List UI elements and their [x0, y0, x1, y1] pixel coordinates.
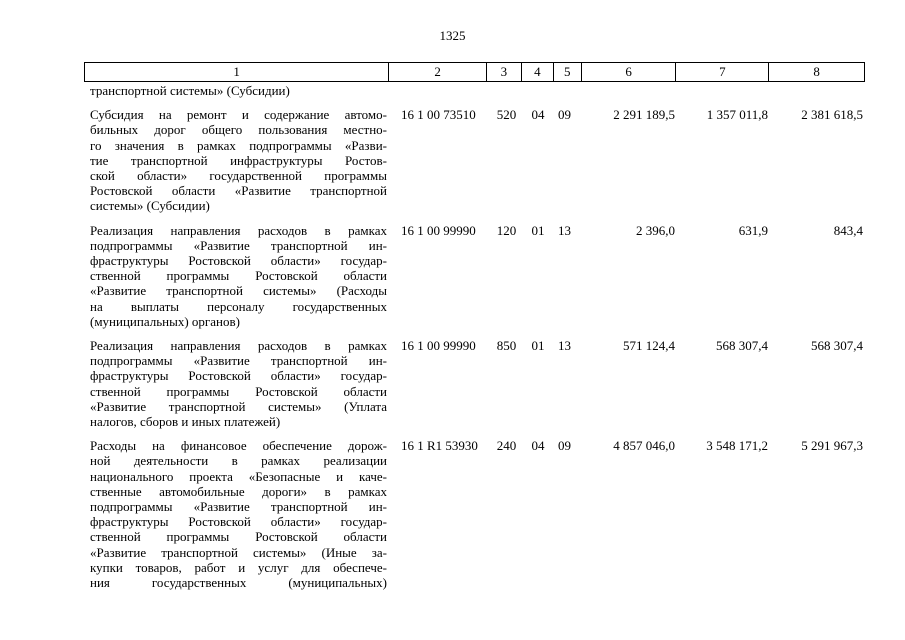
description-line: ской области» государственной программы	[90, 168, 387, 184]
row-description	[84, 438, 389, 590]
description-line: ния государственных (муниципальных)	[90, 575, 387, 591]
description-line: подпрограммы «Развитие транспортной ин-	[90, 237, 387, 253]
row-amount-2019: 2 291 189,5	[613, 107, 675, 123]
row-amount-2020: 1 357 011,8	[706, 107, 768, 123]
row-amount-2019: 2 396,0	[636, 222, 675, 238]
header-col-5: 5	[554, 63, 582, 81]
description-line: национального проекта «Безопасные и каче-	[90, 468, 387, 484]
row-amount-2019: 4 857 046,0	[613, 438, 675, 454]
description-line: транспортной системы» (Субсидии)	[90, 83, 290, 98]
description-line: тие транспортной инфраструктуры Ростов-	[90, 152, 387, 168]
description-line: ственной программы Ростовской области	[90, 529, 387, 545]
row-description	[84, 83, 389, 98]
description-line: налогов, сборов и иных платежей)	[90, 414, 281, 430]
description-line: ственные автомобильные дороги» в рамках	[90, 483, 387, 499]
description-line: фраструктуры Ростовской области» государ-	[90, 253, 387, 269]
description-line: «Развитие транспортной системы» (Расходы	[90, 283, 387, 299]
header-col-4: 4	[522, 63, 554, 81]
description-line: ственной программы Ростовской области	[90, 268, 387, 284]
description-line: Ростовской области «Развитие транспортной	[90, 183, 387, 199]
row-vr: 240	[496, 438, 517, 454]
row-description	[84, 107, 389, 213]
row-rz: 04	[531, 438, 545, 454]
description-line: ственной программы Ростовской области	[90, 383, 387, 399]
description-line: бильных дорог общего пользования местно-	[90, 122, 387, 138]
description-line: Расходы на финансовое обеспечение дорож-	[90, 438, 387, 454]
row-rz: 04	[531, 107, 545, 123]
row-amount-2021: 843,4	[833, 222, 863, 238]
table-row	[84, 429, 865, 590]
row-vr	[487, 83, 522, 98]
row-description	[84, 223, 389, 329]
row-amount-2021: 2 381 618,5	[801, 107, 863, 123]
row-amount-2019: 571 124,4	[623, 338, 675, 354]
description-line: подпрограммы «Развитие транспортной ин-	[90, 499, 387, 515]
row-amount-2019	[582, 83, 677, 98]
description-line: купки товаров, работ и услуг для обеспече-	[90, 559, 387, 575]
row-pr: 13	[558, 338, 571, 354]
description-line: «Развитие транспортной системы» (Уплата	[90, 398, 387, 414]
description-line: фраструктуры Ростовской области» государ-	[90, 514, 387, 530]
description-line: Реализация направления расходов в рамках	[90, 222, 387, 238]
row-rz	[522, 83, 554, 98]
row-amount-2020: 631,9	[738, 222, 768, 238]
description-line: системы» (Субсидии)	[90, 198, 210, 214]
header-col-6: 6	[582, 63, 677, 81]
description-line: го значения в рамках подпрограммы «Разви-	[90, 137, 387, 153]
row-pr: 09	[558, 107, 571, 123]
row-amount-2020: 3 548 171,2	[706, 438, 768, 454]
description-line: «Развитие транспортной системы» (Иные за-	[90, 544, 387, 560]
table-body	[84, 82, 865, 590]
header-col-1: 1	[85, 63, 389, 81]
row-pr: 13	[558, 222, 571, 238]
table-row	[84, 82, 865, 98]
row-amount-2020: 568 307,4	[716, 338, 768, 354]
row-vr: 520	[496, 107, 517, 123]
row-code: 16 1 00 99990	[401, 222, 476, 238]
row-code: 16 1 R1 53930	[401, 438, 478, 454]
page-number: 1325	[439, 28, 466, 43]
row-pr	[554, 83, 582, 98]
table-header	[84, 62, 865, 82]
row-amount-2021: 568 307,4	[811, 338, 863, 354]
description-line: подпрограммы «Развитие транспортной ин-	[90, 353, 387, 369]
description-line: фраструктуры Ростовской области» государ-	[90, 368, 387, 384]
row-code	[389, 83, 487, 98]
header-col-8: 8	[813, 64, 820, 79]
header-col-3: 3	[487, 63, 522, 81]
row-pr: 09	[558, 438, 571, 454]
header-col-2: 2	[389, 63, 487, 81]
row-vr: 120	[496, 222, 517, 238]
header-col-7: 7	[676, 63, 769, 81]
description-line: на выплаты персоналу государственных	[90, 298, 387, 314]
table-row	[84, 214, 865, 329]
description-line: Субсидия на ремонт и содержание автомо-	[90, 107, 387, 123]
row-code: 16 1 00 99990	[401, 338, 476, 354]
row-description	[84, 338, 389, 429]
row-amount-2021	[770, 83, 865, 98]
row-vr: 850	[496, 338, 517, 354]
description-line: ной деятельности в рамках реализации	[90, 453, 387, 469]
description-line: (муниципальных) органов)	[90, 313, 240, 329]
row-rz: 01	[531, 338, 545, 354]
description-line: Реализация направления расходов в рамках	[90, 338, 387, 354]
row-amount-2021: 5 291 967,3	[801, 438, 863, 454]
row-code: 16 1 00 73510	[401, 107, 476, 123]
table-row	[84, 98, 865, 213]
row-amount-2020	[677, 83, 770, 98]
table-row	[84, 329, 865, 429]
row-rz: 01	[531, 222, 545, 238]
